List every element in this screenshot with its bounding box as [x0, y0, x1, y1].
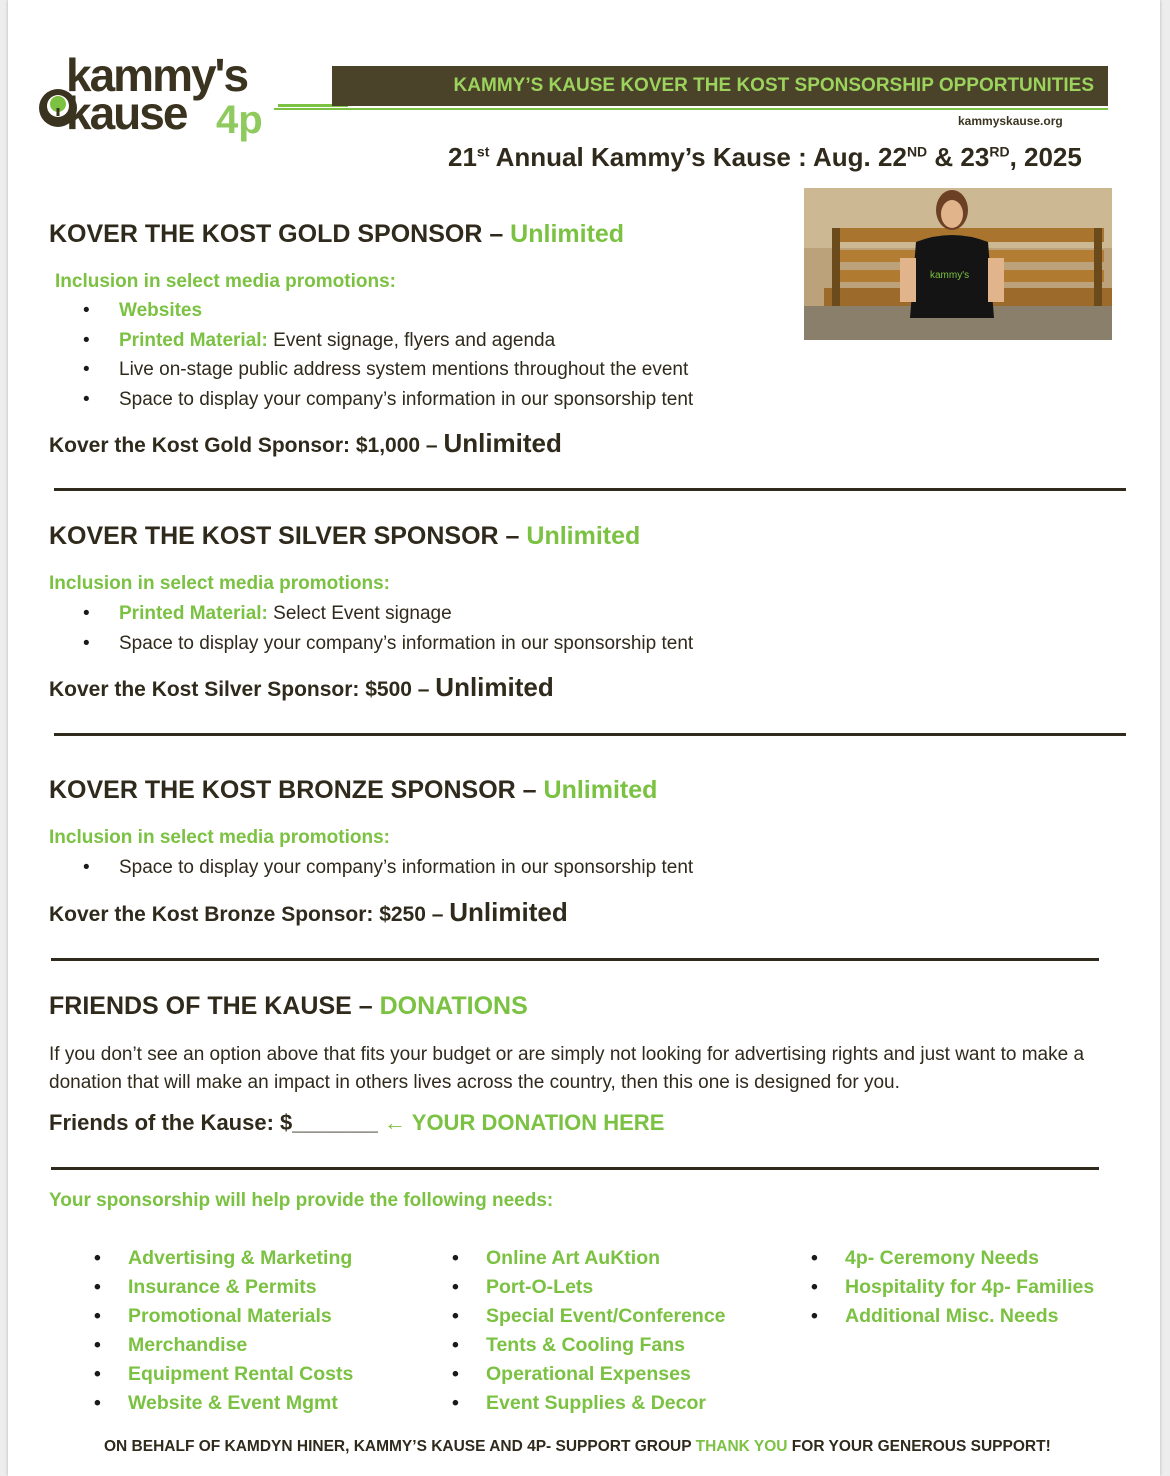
silver-subtitle: Inclusion in select media promotions: — [49, 573, 390, 594]
donation-cta: YOUR DONATION HERE — [411, 1110, 665, 1135]
list-item: • Equipment Rental Costs — [90, 1360, 353, 1389]
gold-subtitle: Inclusion in select media promotions: — [55, 271, 396, 292]
list-item: • Additional Misc. Needs — [807, 1302, 1094, 1331]
needs-heading: Your sponsorship will help provide the following needs: — [49, 1190, 554, 1211]
needs-column-3 — [807, 1244, 1094, 1331]
needs-column-2 — [448, 1244, 726, 1418]
list-item: • Live on-stage public address system mentions throughout the event — [53, 355, 693, 385]
donation-line — [49, 1110, 664, 1136]
list-item: • 4p- Ceremony Needs — [807, 1244, 1094, 1273]
list-item: • Space to display your company’s information in our sponsorship tent — [53, 629, 693, 659]
bronze-benefits-list — [53, 853, 693, 883]
event-heading: 21st Annual Kammy’s Kause : Aug. 22ND & 23RD, 2025 — [448, 142, 1082, 172]
friends-description: If you don’t see an option above that fits your budget or are simply not looking for advertising rights and just want to make a donation that will make an impact in others lives across the country, then this one is designed for you. — [49, 1044, 1085, 1093]
sponsor-photo — [804, 188, 1112, 340]
arrow-left-icon: ← — [384, 1110, 407, 1135]
list-item: • Special Event/Conference — [448, 1302, 726, 1331]
friends-heading: FRIENDS OF THE KAUSE – DONATIONS — [49, 992, 528, 1020]
list-item: • Port-O-Lets — [448, 1273, 726, 1302]
header-banner — [332, 66, 1108, 106]
gold-benefits-list — [53, 296, 693, 414]
bronze-subtitle: Inclusion in select media promotions: — [49, 827, 390, 848]
list-item: • Printed Material: Select Event signage — [53, 599, 693, 629]
banner-underline — [274, 108, 1108, 110]
donation-label: Friends of the Kause: $_______ — [49, 1110, 378, 1135]
gold-price: Kover the Kost Gold Sponsor: $1,000 – Unlimited — [49, 428, 562, 458]
silver-sponsor-heading: KOVER THE KOST SILVER SPONSOR – Unlimited — [49, 522, 641, 550]
footer-thanks: ON BEHALF OF KAMDYN HINER, KAMMY’S KAUSE AND 4P- SUPPORT GROUP THANK YOU FOR YOUR GENEROUS SUPPORT! — [104, 1438, 1051, 1455]
list-item: • Hospitality for 4p- Families — [807, 1273, 1094, 1302]
list-item: • Tents & Cooling Fans — [448, 1331, 726, 1360]
divider — [54, 733, 1126, 736]
list-item: • Website & Event Mgmt — [90, 1389, 353, 1418]
list-item: • Printed Material: Event signage, flyers and agenda — [53, 326, 693, 356]
list-item: • Online Art AuKtion — [448, 1244, 726, 1273]
banner-title: KAMMY’S KAUSE KOVER THE KOST SPONSORSHIP OPPORTUNITIES — [453, 75, 1094, 96]
logo-text-kammys: kammy's — [66, 49, 248, 101]
list-item: • Promotional Materials — [90, 1302, 353, 1331]
list-item: • Insurance & Permits — [90, 1273, 353, 1302]
document-page — [8, 0, 1160, 1476]
logo-mark-4p: 4p — [216, 98, 263, 142]
bronze-price: Kover the Kost Bronze Sponsor: $250 – Unlimited — [49, 897, 568, 927]
list-item: • Websites — [53, 296, 693, 326]
needs-column-1 — [90, 1244, 353, 1418]
list-item: • Event Supplies & Decor — [448, 1389, 726, 1418]
website-url[interactable]: kammyskause.org — [958, 114, 1063, 128]
divider — [51, 958, 1099, 961]
list-item: • Space to display your company’s information in our sponsorship tent — [53, 385, 693, 415]
list-item: • Operational Expenses — [448, 1360, 726, 1389]
svg-text:kammy's: kammy's — [930, 270, 970, 281]
divider — [51, 1167, 1099, 1170]
divider — [54, 488, 1126, 491]
list-item: • Merchandise — [90, 1331, 353, 1360]
silver-benefits-list — [53, 599, 693, 658]
gold-sponsor-heading: KOVER THE KOST GOLD SPONSOR – Unlimited — [49, 220, 625, 248]
bronze-sponsor-heading: KOVER THE KOST BRONZE SPONSOR – Unlimited — [49, 776, 658, 804]
kammys-kause-logo — [38, 48, 358, 148]
silver-price: Kover the Kost Silver Sponsor: $500 – Unlimited — [49, 672, 554, 702]
logo-text-kause: kause — [66, 87, 187, 139]
list-item: • Space to display your company’s information in our sponsorship tent — [53, 853, 693, 883]
list-item: • Advertising & Marketing — [90, 1244, 353, 1273]
